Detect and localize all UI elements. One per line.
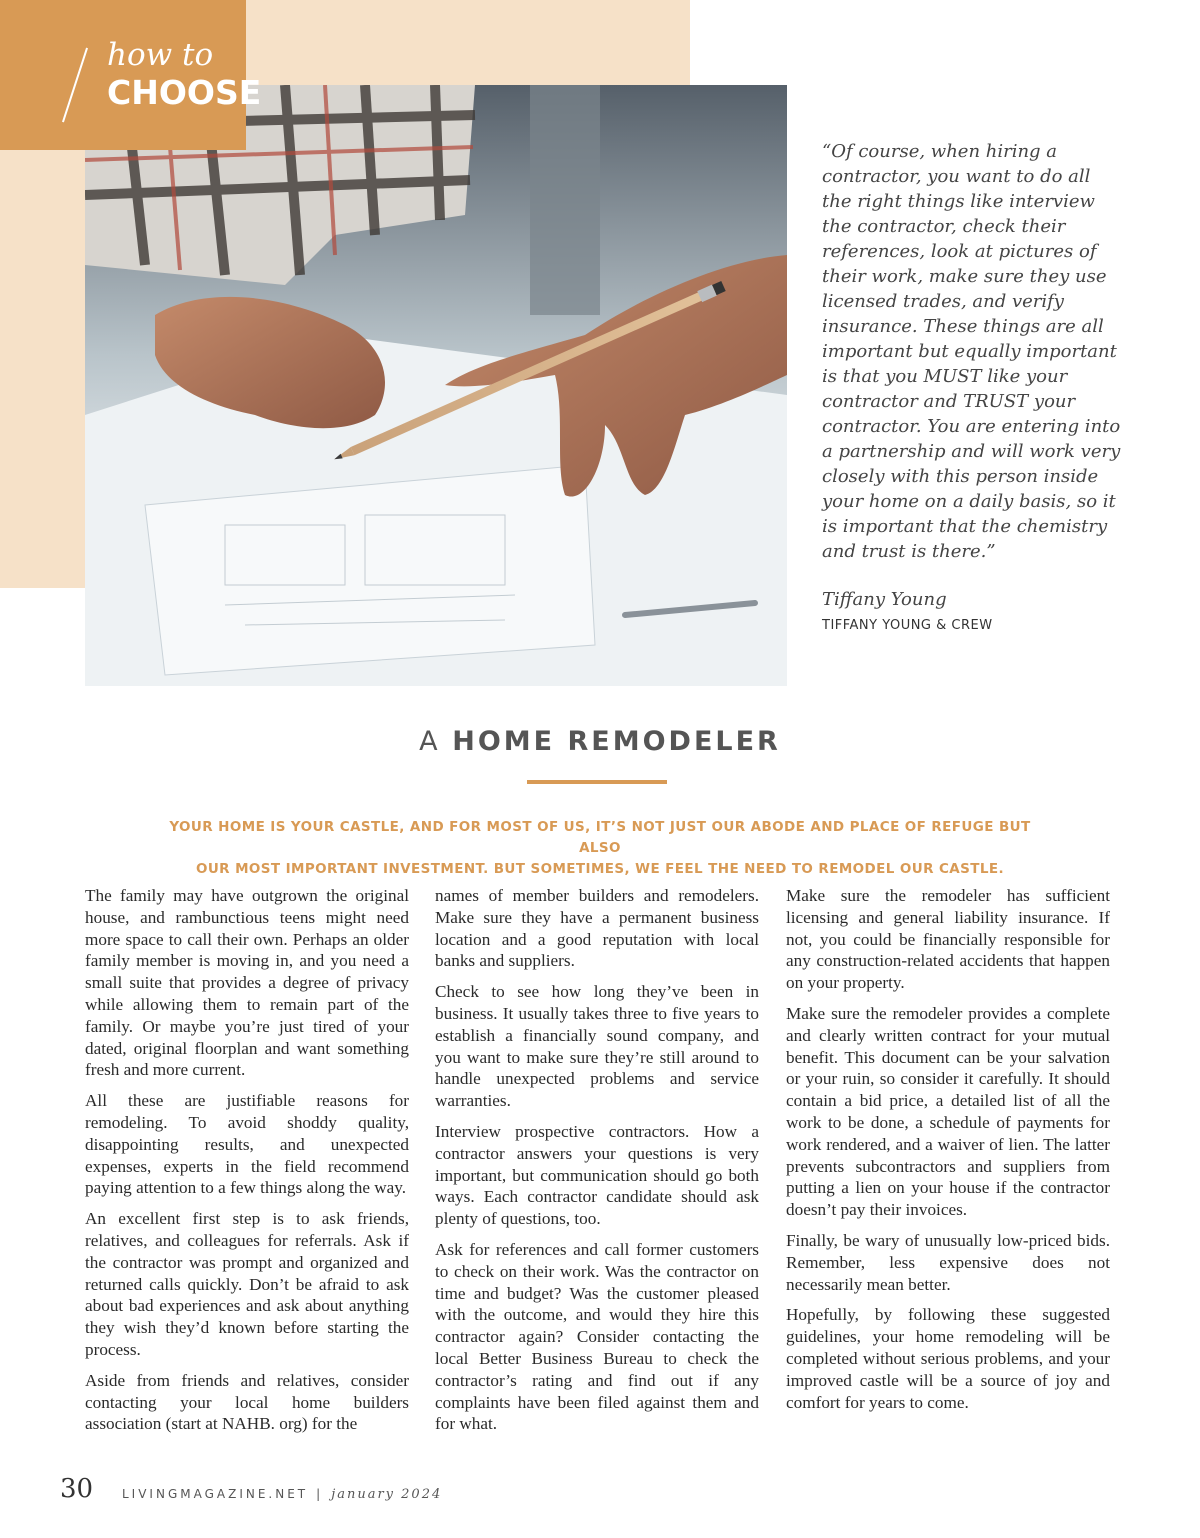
body-paragraph: Ask for references and call former customers to check on their work. Was the contractor on time and budget? Was the customer pleased with the outcome, and would they hire this contractor again? Consider contacting the local Better Business Bureau to check the contractor’s rating and find out if any complaints have been filed against them and for what. (435, 1239, 759, 1434)
body-paragraph: Aside from friends and relatives, consider contacting your local home builders association (start at NAHB. org) for the (85, 1370, 409, 1434)
body-paragraph: names of member builders and remodelers. Make sure they have a permanent business location and a good reputation with local banks and suppliers. (435, 886, 759, 971)
body-paragraph: Check to see how long they’ve been in business. It usually takes three to five years to establish a financially sound company, and you want to make sure they’re still around to handle unexpected problems and service warranties. (435, 982, 759, 1111)
body-paragraph: Hopefully, by following these suggested guidelines, your home remodeling will be completed without serious problems, and your improved castle will be a source of joy and comfort for years to come. (786, 1305, 1110, 1412)
body-column-2 (435, 885, 759, 1444)
blueprint-photo (85, 85, 787, 686)
footer-site[interactable]: LIVINGMAGAZINE.NET (122, 1487, 309, 1501)
badge-line1: how to (107, 37, 214, 73)
article-title (0, 726, 1200, 757)
body-paragraph: Make sure the remodeler has sufficient licensing and general liability insurance. If not, you could be financially responsible for any construction-related accidents that happen on your property. (786, 886, 1110, 993)
article-title-prefix: A (419, 726, 441, 757)
badge-line2: CHOOSE (107, 73, 262, 112)
body-paragraph: Interview prospective contractors. How a contractor answers your questions is very important, but communication should go both ways. Each contractor candidate should ask plenty of questions, too. (435, 1121, 759, 1229)
article-deck (150, 817, 1050, 880)
pull-quote (822, 139, 1122, 564)
article-title-main: HOME REMODELER (452, 726, 781, 757)
body-paragraph: An excellent first step is to ask friends, relatives, and colleagues for referrals. Ask if the contractor was prompt and organized and returned calls quickly. Don’t be afraid to ask about bad experiences and ask about anything they wish they’d known before starting the process. (85, 1209, 409, 1359)
pull-quote-text: “Of course, when hiring a contractor, you want to do all the right things like interview the contractor, check their references, look at pictures of their work, make sure they use licensed trades, and verify insurance. These things are all important but equally important is that you MUST like your contractor and TRUST your contractor. You are entering into a partnership and will work very closely with this person inside your home on a daily basis, so it is important that the chemistry and trust is there.” (822, 141, 1121, 562)
page-number: 30 (60, 1474, 94, 1504)
body-column-1 (85, 885, 409, 1444)
body-paragraph: Make sure the remodeler provides a complete and clearly written contract for your mutual benefit. This document can be your salvation or your ruin, so consider it carefully. It should contain a bid price, a detailed list of all the work to be done, a schedule of payments for work rendered, and a waiver of lien. The latter prevents subcontractors and suppliers from putting a lien on your house if the contractor doesn’t pay their invoices. (786, 1003, 1110, 1220)
badge-slash-divider (62, 48, 88, 123)
page-footer (122, 1487, 442, 1502)
deck-line-2: OUR MOST IMPORTANT INVESTMENT. BUT SOMETIMES, WE FEEL THE NEED TO REMODEL OUR CASTLE. (195, 861, 1005, 877)
body-paragraph: All these are justifiable reasons for remodeling. To avoid shoddy quality, disappointing results, and unexpected expenses, experts in the field recommend paying attention to a few things along the way. (85, 1091, 409, 1198)
deck-line-1: YOUR HOME IS YOUR CASTLE, AND FOR MOST OF US, IT’S NOT JUST OUR ABODE AND PLACE OF REFUGE BUT ALSO (169, 819, 1031, 856)
quote-company: TIFFANY YOUNG & CREW (822, 618, 993, 633)
section-badge (0, 0, 262, 150)
body-paragraph: The family may have outgrown the original house, and rambunctious teens might need more space to call their own. Perhaps an older family member is moving in, and you need a small suite that provides a degree of privacy while allowing them to remain part of the family. Or maybe you’re just tired of your dated, original floorplan and want something fresh and more current. (85, 886, 409, 1080)
footer-issue: january 2024 (331, 1487, 443, 1502)
body-paragraph: Finally, be wary of unusually low-priced bids. Remember, less expensive does not necessarily mean better. (786, 1230, 1110, 1294)
footer-separator: | (316, 1487, 324, 1501)
quote-author: Tiffany Young (822, 589, 947, 610)
body-column-3 (786, 885, 1110, 1422)
title-divider (527, 780, 667, 784)
